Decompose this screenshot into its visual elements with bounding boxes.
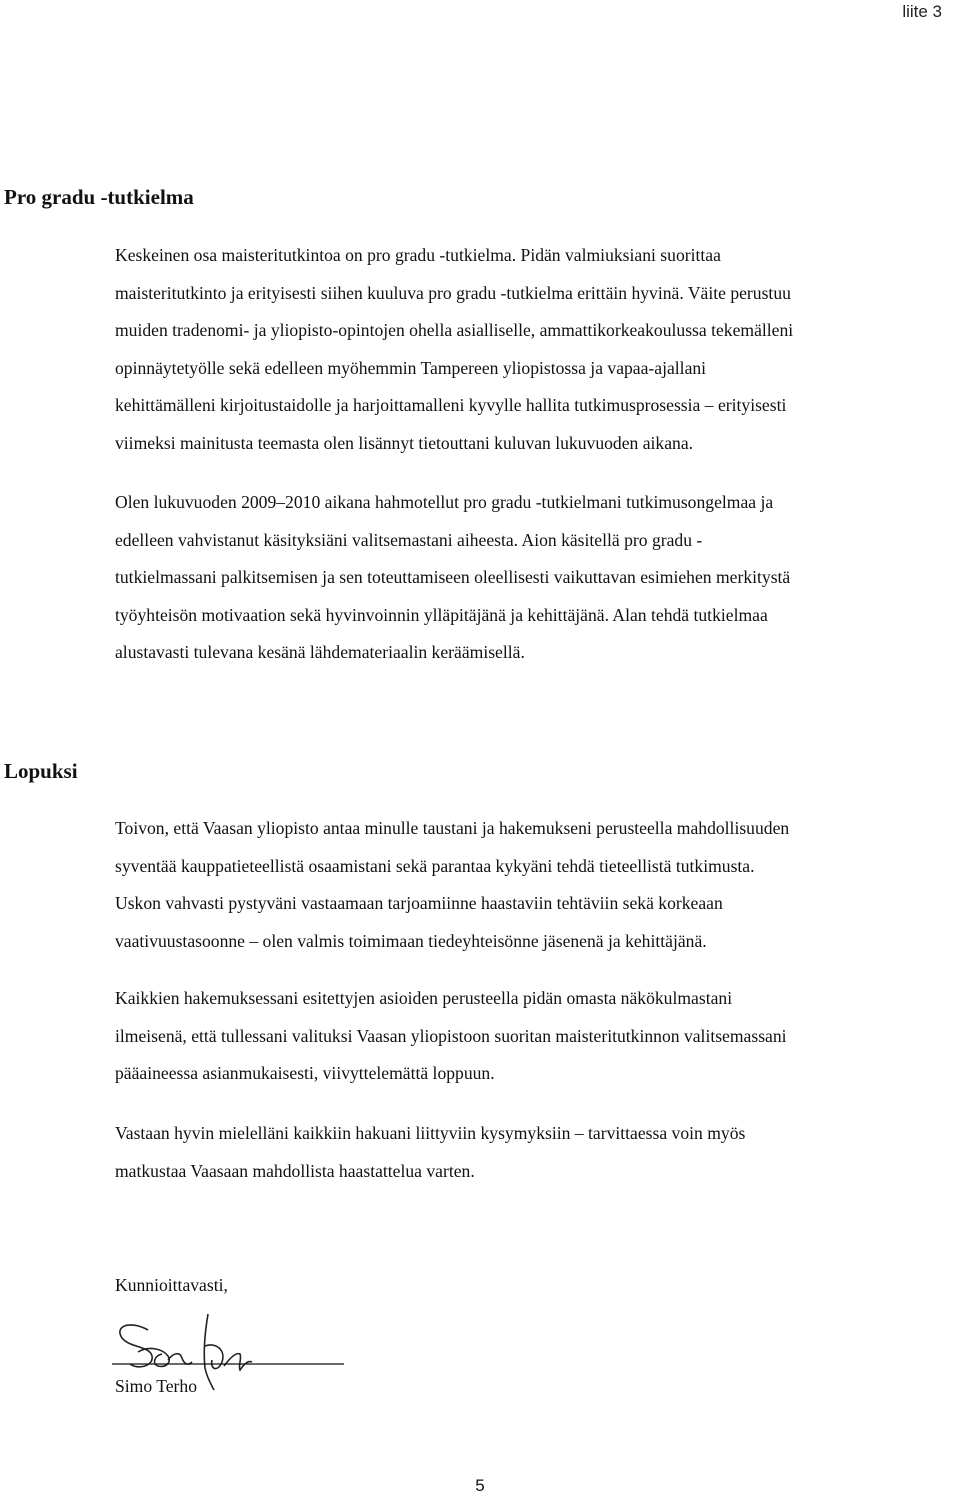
text-line: edelleen vahvistanut käsityksiäni valitsemastani aiheesta. Aion käsitellä pro gradu - bbox=[115, 529, 703, 550]
signature-stroke bbox=[120, 1325, 152, 1367]
page-number: 5 bbox=[475, 1476, 485, 1495]
text-line: pääaineessa asianmukaisesti, viivyttelemättä loppuun. bbox=[115, 1063, 495, 1083]
closing-salutation bbox=[115, 1267, 950, 1305]
text-line: muiden tradenomi- ja yliopisto-opintojen ohella asialliselle, ammattikorkeakoulussa tekemälleni bbox=[115, 320, 794, 340]
page-header-label: liite 3 bbox=[902, 2, 942, 21]
paragraph-pro-gradu-1 bbox=[115, 237, 950, 462]
paragraph-pro-gradu-2 bbox=[115, 484, 950, 672]
text-line: vaativuustasoonne – olen valmis toimimaan tiedeyhteisönne jäsenenä ja kehittäjänä. bbox=[115, 930, 707, 951]
text-line: alustavasti tulevana kesänä lähdemateriaalin keräämisellä. bbox=[115, 642, 525, 662]
text-line: Toivon, että Vaasan yliopisto antaa minulle taustani ja hakemukseni perusteella mahdollisuuden bbox=[115, 818, 790, 838]
paragraph-lopuksi-3 bbox=[115, 1115, 950, 1190]
text-line: tutkielmassani palkitsemisen ja sen toteuttamiseen oleellisesti vaikuttavan esimiehen merkitystä bbox=[115, 567, 791, 587]
section-heading-pro-gradu: Pro gradu -tutkielma bbox=[4, 185, 194, 209]
text-line: matkustaa Vaasaan mahdollista haastattelua varten. bbox=[115, 1160, 475, 1181]
section-heading-lopuksi: Lopuksi bbox=[4, 759, 78, 783]
text-line: maisteritutkinto ja erityisesti siihen kuuluva pro gradu -tutkielma erittäin hyvinä. Väite perustuu bbox=[115, 282, 791, 303]
text-line: Vastaan hyvin mielelläni kaikkiin hakuani liittyviin kysymyksiin – tarvittaessa voin myös bbox=[115, 1123, 746, 1143]
signer-name: Simo Terho bbox=[115, 1376, 198, 1396]
paragraph-lopuksi-2 bbox=[115, 980, 950, 1093]
text-line: Kaikkien hakemuksessani esitettyjen asioiden perusteella pidän omasta näkökulmastani bbox=[115, 988, 733, 1008]
text-line: työyhteisön motivaation sekä hyvinvoinnin ylläpitäjänä ja kehittäjänä. Alan tehdä tutkielmaa bbox=[115, 604, 768, 625]
text-line: viimeksi mainitusta teemasta olen lisännyt tietouttani kuluvan lukuvuoden aikana. bbox=[115, 432, 694, 453]
signer-name-block bbox=[115, 1368, 950, 1406]
text-line: Olen lukuvuoden 2009–2010 aikana hahmotellut pro gradu -tutkielmani tutkimusongelmaa ja bbox=[115, 492, 774, 512]
text-line: kehittämälleni kirjoitustaidolle ja harjoittamalleni kyvylle hallita tutkimusprosessia – erityisesti bbox=[115, 395, 787, 415]
text-line: Keskeinen osa maisteritutkintoa on pro gradu -tutkielma. Pidän valmiuksiani suorittaa bbox=[115, 245, 721, 265]
signature-stroke bbox=[168, 1354, 192, 1364]
text-line: opinnäytetyölle sekä edelleen myöhemmin Tampereen yliopistossa ja vapaa-ajallani bbox=[115, 357, 707, 378]
text-line: Uskon vahvasti pystyväni vastaamaan tarjoamiinne haastaviin tehtäviin sekä korkeaan bbox=[115, 893, 723, 913]
paragraph-lopuksi-1 bbox=[115, 810, 950, 960]
signature-stroke bbox=[205, 1345, 223, 1369]
text-line: syventää kauppatieteellistä osaamistani sekä parantaa kykyäni tehdä tieteellistä tutkimusta. bbox=[115, 855, 755, 876]
text-line: ilmeisenä, että tullessani valituksi Vaasan yliopistoon suoritan maisteritutkinnon valitsemassani bbox=[115, 1025, 787, 1046]
salutation-text: Kunnioittavasti, bbox=[115, 1275, 228, 1295]
